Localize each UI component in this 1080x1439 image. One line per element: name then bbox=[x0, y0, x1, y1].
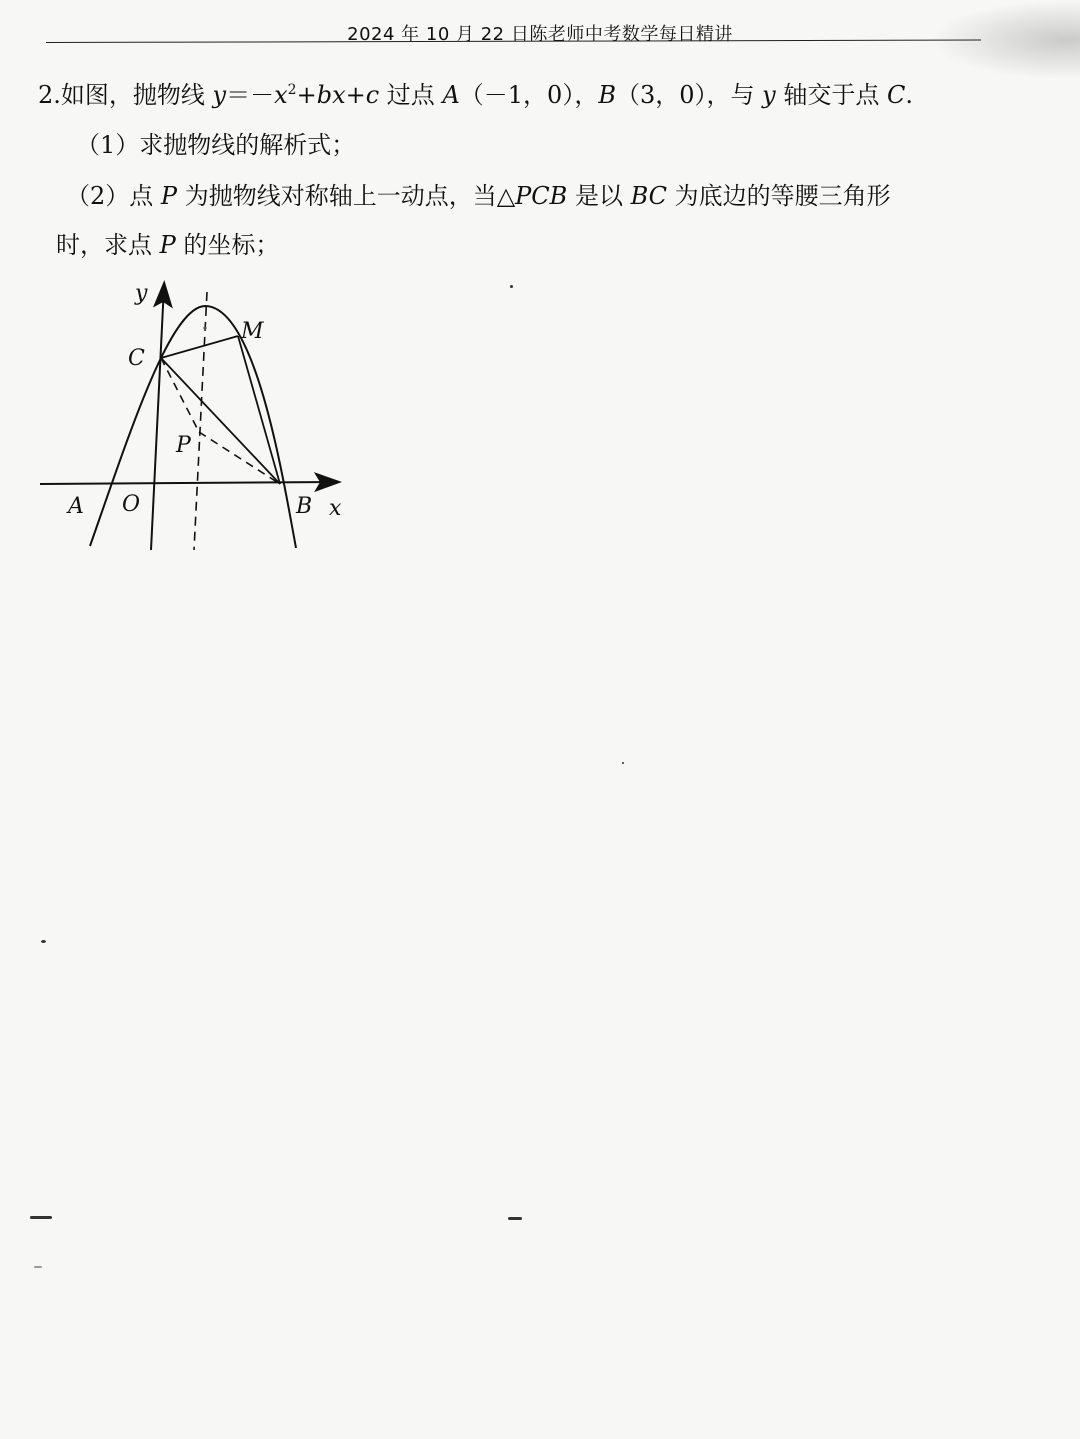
scan-speck bbox=[34, 1266, 42, 1268]
label-b: B bbox=[296, 494, 313, 519]
scan-speck bbox=[41, 940, 46, 943]
statement-text: 如图，抛物线 bbox=[60, 81, 213, 109]
part2-text: 为底边的等腰三角形 bbox=[667, 182, 891, 210]
equation-var-c: c bbox=[365, 81, 380, 109]
part2-point-p: P bbox=[160, 182, 178, 210]
equation-plus2: + bbox=[345, 81, 366, 109]
statement-text: 轴交于点 bbox=[775, 81, 887, 109]
scan-speck bbox=[508, 1217, 522, 1220]
part2-text: 是以 bbox=[567, 182, 631, 210]
part2-cont-text: 时，求点 bbox=[56, 231, 160, 259]
part2-text: （2）点 bbox=[66, 182, 161, 210]
point-a-name: A bbox=[442, 81, 460, 109]
problem-number: 2. bbox=[38, 81, 61, 109]
label-c: C bbox=[128, 346, 145, 371]
equation-plus: + bbox=[296, 81, 317, 109]
label-y: y bbox=[135, 281, 148, 306]
equation-var-y: y bbox=[212, 81, 227, 109]
page-header: 2024 年 10 月 22 日陈老师中考数学每日精讲 bbox=[347, 24, 733, 45]
label-m: M bbox=[241, 319, 264, 344]
part2-text: 为抛物线对称轴上一动点，当△ bbox=[177, 182, 516, 210]
problem-statement bbox=[38, 80, 913, 111]
point-b-coord: （3，0），与 bbox=[615, 81, 763, 109]
equation-var-x: x bbox=[274, 81, 288, 109]
scan-speck bbox=[622, 762, 624, 764]
vertex-mark bbox=[203, 326, 206, 329]
parabola-curve bbox=[90, 306, 296, 548]
scan-speck bbox=[510, 285, 513, 288]
question-part-2-cont bbox=[56, 230, 279, 261]
equation-var-x2: x bbox=[332, 81, 346, 109]
label-p: P bbox=[176, 433, 191, 458]
y-axis bbox=[151, 286, 164, 550]
equation-var-b: b bbox=[316, 81, 333, 109]
label-x: x bbox=[329, 496, 342, 521]
point-b-name: B bbox=[598, 81, 616, 109]
axis-y-name: y bbox=[762, 81, 776, 109]
part2-triangle-pcb: PCB bbox=[515, 182, 568, 210]
symmetry-axis bbox=[194, 292, 207, 550]
segment-cm bbox=[161, 336, 238, 358]
figure-svg bbox=[30, 272, 370, 557]
question-part-2 bbox=[66, 181, 891, 212]
equation-exponent: 2 bbox=[287, 82, 297, 98]
part2-cont-text: 的坐标； bbox=[175, 231, 280, 259]
part2-cont-point-p: P bbox=[159, 231, 176, 259]
label-a: A bbox=[68, 494, 84, 519]
scan-speck bbox=[30, 1216, 52, 1219]
label-o: O bbox=[122, 492, 141, 517]
part2-segment-bc: BC bbox=[630, 182, 668, 210]
statement-text: 过点 bbox=[379, 81, 443, 109]
segment-cp bbox=[161, 358, 199, 432]
geometry-figure bbox=[30, 272, 370, 557]
equation-eq: ＝－ bbox=[226, 81, 275, 109]
point-a-coord: （－1，0）， bbox=[459, 81, 599, 109]
x-axis bbox=[40, 482, 336, 484]
point-c-name: C bbox=[886, 81, 906, 109]
statement-end: . bbox=[905, 81, 913, 109]
question-part-1: （1）求抛物线的解析式； bbox=[76, 131, 356, 159]
